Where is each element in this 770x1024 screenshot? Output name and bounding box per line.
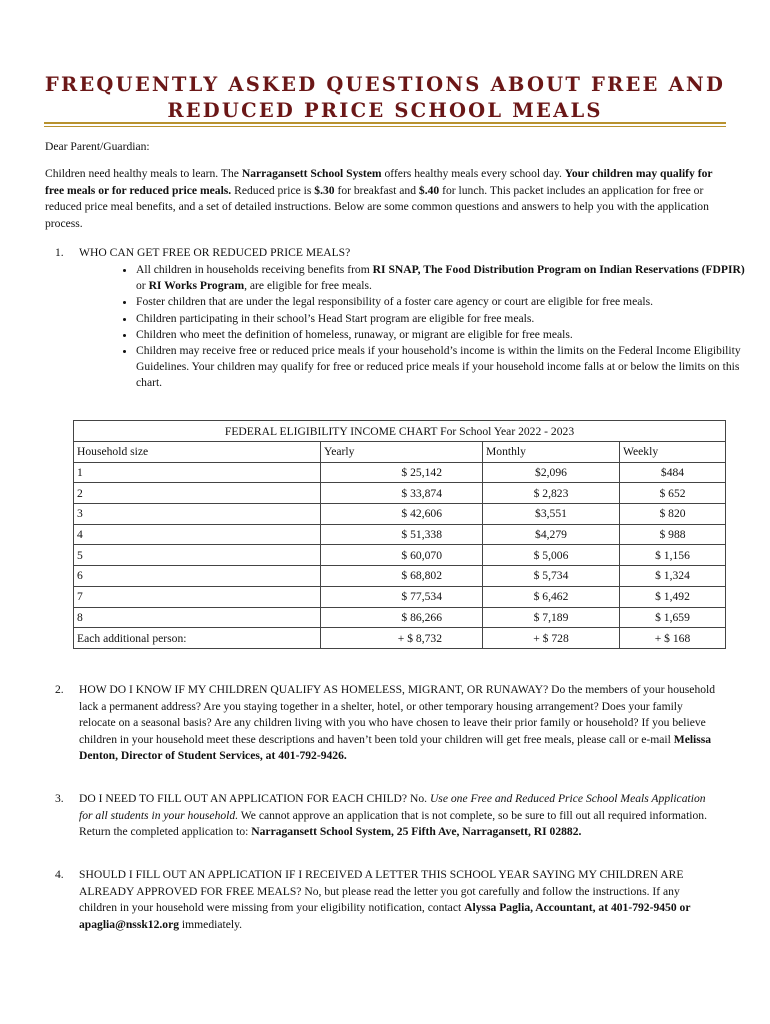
cell-weekly: $ 1,492	[620, 586, 726, 607]
income-eligibility-table	[73, 420, 726, 649]
table-row	[74, 586, 726, 607]
title-rule-thick	[44, 122, 726, 124]
cell-size: 1	[74, 462, 321, 483]
title-line-1: FREQUENTLY ASKED QUESTIONS ABOUT FREE AND	[44, 73, 726, 96]
cell-yearly: $ 77,534	[321, 586, 483, 607]
q1-b1-works: RI Works Program	[148, 279, 245, 293]
cell-monthly: $ 5,006	[483, 545, 620, 566]
cell-weekly: $ 1,324	[620, 566, 726, 587]
q1-bullet-5: • Children may receive free or reduced price meals if your household’s income is within the limits on the Federal Income Eligibility Guidelines. Your children may qualify for free or reduced price meals if your household income falls at or below the limits on this chart.	[136, 343, 746, 392]
title-rule-thin	[44, 126, 726, 127]
school-name: Narragansett School System	[241, 167, 382, 180]
cell-yearly: $ 68,802	[321, 566, 483, 587]
cell-yearly: $ 86,266	[321, 607, 483, 628]
q2-answer	[79, 682, 719, 765]
q1-b1-programs: RI SNAP, The Food Distribution Program on Indian Reservations (FDPIR)	[372, 263, 745, 276]
cell-monthly: $2,096	[483, 462, 620, 483]
q4-answer	[79, 867, 719, 933]
table-row-additional	[74, 628, 726, 649]
cell-size: 5	[74, 545, 321, 566]
q3-answer	[79, 791, 719, 841]
q1-b1-mid: or	[136, 279, 149, 293]
cell-yearly: $ 25,142	[321, 462, 483, 483]
intro-text-3: Reduced price is	[231, 183, 315, 197]
table-row	[74, 607, 726, 628]
q2-text: HOW DO I KNOW IF MY CHILDREN QUALIFY AS HOMELESS, MIGRANT, OR RUNAWAY? Do the members of your household lack a permanent address? Are you staying together in a shelter, hotel, or other temporary housing arrangement? Does your family relocate on a seasonal basis? Are any children living with you who have chosen to leave their prior family or household? If you believe children in your household meet these descriptions and haven’t been told your children will get free meals, please call or e-mail	[79, 683, 716, 746]
cell-yearly: $ 60,070	[321, 545, 483, 566]
cell-weekly: $ 1,659	[620, 607, 726, 628]
q4-text: SHOULD I FILL OUT AN APPLICATION IF I RECEIVED A LETTER THIS SCHOOL YEAR SAYING MY CHILDREN ARE ALREADY APPROVED FOR FREE MEALS? No, but please read the letter you got carefully and follow the instructions. If any children in your household were missing from your eligibility notification, contact	[79, 868, 684, 914]
intro-text-1: Children need healthy meals to learn. The	[45, 167, 242, 180]
cell-yearly: $ 42,606	[321, 504, 483, 525]
q1-bullet-1	[136, 262, 746, 294]
table-row	[74, 483, 726, 504]
greeting: Dear Parent/Guardian:	[45, 140, 150, 153]
header-monthly: Monthly	[483, 442, 620, 463]
cell-monthly: $4,279	[483, 524, 620, 545]
table-header-row	[74, 442, 726, 463]
cell-monthly: $3,551	[483, 504, 620, 525]
q3-number: 3.	[55, 792, 64, 805]
cell-monthly: $ 2,823	[483, 483, 620, 504]
q1-bullet-3: • Children participating in their school’s Head Start program are eligible for free meals.	[136, 311, 746, 327]
cell-size: Each additional person:	[74, 628, 321, 649]
title-line-2: REDUCED PRICE SCHOOL MEALS	[167, 99, 603, 122]
page-title	[0, 72, 770, 124]
cell-yearly: + $ 8,732	[321, 628, 483, 649]
cell-weekly: $ 820	[620, 504, 726, 525]
cell-weekly: $ 988	[620, 524, 726, 545]
q1-bullet-2: • Foster children that are under the legal responsibility of a foster care agency or court are eligible for free meals.	[136, 294, 746, 310]
cell-weekly: $ 1,156	[620, 545, 726, 566]
table-row	[74, 504, 726, 525]
q3-address: Narragansett School System, 25 Fifth Ave, Narragansett, RI 02882.	[251, 825, 582, 838]
q4-contact: Alyssa Paglia, Accountant, at 401-792-9450 or apaglia@nssk12.org	[79, 901, 691, 931]
cell-yearly: $ 51,338	[321, 524, 483, 545]
cell-size: 6	[74, 566, 321, 587]
q2-contact: Melissa Denton, Director of Student Services, at 401-792-9426.	[79, 732, 712, 762]
cell-size: 7	[74, 586, 321, 607]
q3-text-2: We cannot approve an application that is not complete, so be sure to fill out all required information. Return the completed application to:	[79, 808, 708, 838]
q1-question: WHO CAN GET FREE OR REDUCED PRICE MEALS?	[79, 246, 351, 259]
q3-text: DO I NEED TO FILL OUT AN APPLICATION FOR EACH CHILD? No.	[79, 792, 430, 805]
cell-size: 3	[74, 504, 321, 525]
cell-weekly: + $ 168	[620, 628, 726, 649]
lunch-price: $.40	[418, 183, 440, 197]
header-weekly: Weekly	[620, 442, 726, 463]
header-yearly: Yearly	[321, 442, 483, 463]
q1-number: 1.	[55, 246, 64, 259]
table-caption-row	[74, 421, 726, 442]
header-household-size: Household size	[74, 442, 321, 463]
q1-b1-pre: All children in households receiving benefits from	[136, 263, 373, 276]
intro-paragraph	[45, 166, 725, 232]
q1-bullet-list	[113, 262, 746, 392]
cell-weekly: $484	[620, 462, 726, 483]
intro-text-4: for breakfast and	[334, 183, 417, 197]
cell-monthly: $ 5,734	[483, 566, 620, 587]
table-caption: FEDERAL ELIGIBILITY INCOME CHART For School Year 2022 - 2023	[74, 421, 726, 442]
breakfast-price: $.30	[314, 183, 335, 197]
cell-size: 2	[74, 483, 321, 504]
q1-b1-post: , are eligible for free meals.	[244, 279, 372, 293]
table-row	[74, 545, 726, 566]
q2-number: 2.	[55, 683, 64, 696]
cell-size: 8	[74, 607, 321, 628]
cell-yearly: $ 33,874	[321, 483, 483, 504]
cell-monthly: + $ 728	[483, 628, 620, 649]
q4-number: 4.	[55, 868, 64, 881]
cell-monthly: $ 7,189	[483, 607, 620, 628]
table-row	[74, 462, 726, 483]
intro-text-2: offers healthy meals every school day.	[381, 167, 562, 180]
cell-monthly: $ 6,462	[483, 586, 620, 607]
cell-weekly: $ 652	[620, 483, 726, 504]
table-row	[74, 566, 726, 587]
table-row	[74, 524, 726, 545]
q1-bullet-4: • Children who meet the definition of homeless, runaway, or migrant are eligible for free meals.	[136, 327, 746, 343]
qualify-statement: Your children may qualify for free meals or for reduced price meals.	[45, 167, 713, 197]
q4-text-2: immediately.	[179, 917, 243, 931]
cell-size: 4	[74, 524, 321, 545]
intro-text-5: for lunch. This packet includes an application for free or reduced price meal benefits, and a set of detailed instructions. Below are some common questions and answers to help you with the application process.	[45, 183, 709, 230]
q3-italic: Use one Free and Reduced Price School Meals Application for all students in your household.	[79, 792, 706, 822]
